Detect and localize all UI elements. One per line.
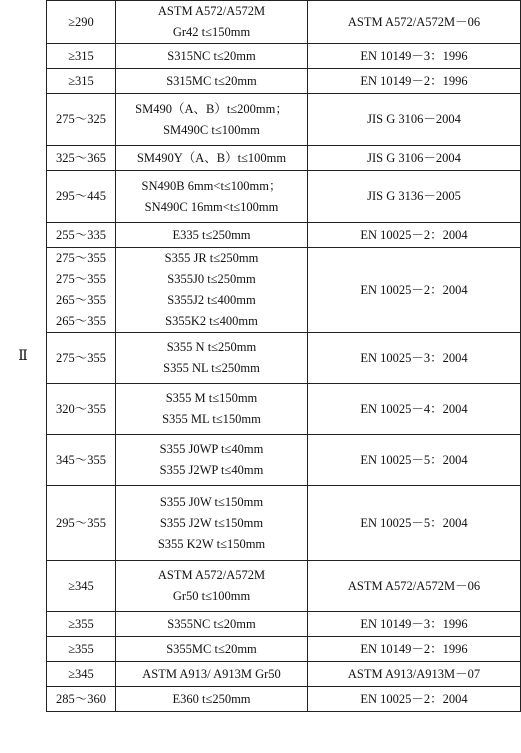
yield-range-text: ≥345 [68,666,94,681]
table-body [0,1,521,712]
yield-range-text: 295～355 [55,515,106,530]
yield-range-cell [47,384,116,435]
grade-cell [116,223,308,248]
grade-text: S355MC t≤20mm [166,641,257,656]
yield-range-cell [47,435,116,486]
grade-cell [116,146,308,171]
grade-cell [116,435,308,486]
grade-cell [116,384,308,435]
grade-text: S355 M t≤150mm [165,391,258,405]
standard-cell [308,637,521,662]
standard-cell [308,333,521,384]
table-row [0,637,521,662]
yield-range-text: 265～355 [55,314,106,328]
yield-range-cell [47,248,116,333]
grade-text: S355 J2WP t≤40mm [159,463,264,477]
standard-cell [308,146,521,171]
grade-text: SM490Y（A、B）t≤100mm [136,150,287,165]
standard-cell [308,223,521,248]
grade-cell [116,248,308,333]
grade-text: S355 K2W t≤150mm [157,536,266,551]
standard-text: EN 10025－5：2004 [360,452,468,467]
grade-text: S355 JR t≤250mm [164,251,259,265]
standard-text: EN 10149－3：1996 [360,616,468,631]
standard-text: JIS G 3106－2004 [367,150,461,165]
yield-range-text: 275～325 [55,112,106,126]
standard-text: ASTM A913/A913M－07 [347,666,481,681]
table-row [0,44,521,69]
yield-range-text: 320～355 [55,401,106,416]
yield-range-text: 275～355 [55,272,106,286]
grade-cell [116,333,308,384]
standard-text: EN 10025－5：2004 [360,515,468,530]
standard-text: JIS G 3106－2004 [367,112,461,126]
standard-cell [308,435,521,486]
standard-text: EN 10149－2：1996 [360,73,468,88]
yield-range-text: ≥345 [68,578,94,593]
yield-range-cell [47,223,116,248]
grade-text: ASTM A572/A572M [157,568,266,582]
standard-cell [308,662,521,687]
grade-text: SM490C t≤100mm [163,122,260,137]
table-row [0,612,521,637]
yield-range-text: ≥315 [68,73,94,88]
yield-range-text: 295～445 [55,189,106,203]
yield-range-text: 275～355 [55,350,106,365]
grade-cell [116,637,308,662]
yield-range-cell [47,612,116,637]
standard-cell [308,687,521,712]
grade-text: SM490（A、B）t≤200mm； [135,101,288,116]
grade-text: S355J2 t≤400mm [167,293,256,307]
table-row [0,662,521,687]
yield-range-cell [47,561,116,612]
grade-text: S355K2 t≤400mm [165,314,258,328]
yield-range-cell [47,44,116,69]
grade-cell [116,612,308,637]
grade-text: S355 ML t≤150mm [162,412,261,426]
grade-cell [116,1,308,44]
standard-text: ASTM A572/A572M－06 [347,578,481,593]
yield-range-text: ≥355 [68,641,94,656]
group-label: Ⅱ [18,348,28,364]
grade-text: S355NC t≤20mm [167,616,256,631]
grade-text: ASTM A572/A572M [157,4,266,18]
grade-cell [116,94,308,146]
standard-text: JIS G 3136－2005 [367,189,461,203]
grade-text: S315NC t≤20mm [167,48,256,63]
table-row [0,171,521,223]
yield-range-text: 325～365 [55,150,106,165]
grade-text: E360 t≤250mm [172,691,251,706]
table-row [0,146,521,171]
grade-cell [116,44,308,69]
yield-range-cell [47,486,116,561]
yield-range-cell [47,687,116,712]
yield-range-text: ≥290 [68,14,94,29]
grade-text: SN490B 6mm<t≤100mm； [141,178,282,193]
table-row [0,384,521,435]
grade-text: S355 J0WP t≤40mm [159,442,264,456]
grade-cell [116,687,308,712]
grade-cell [116,171,308,223]
grade-cell [116,662,308,687]
grade-cell [116,561,308,612]
grade-text: Gr50 t≤100mm [172,589,251,603]
yield-range-text: 275～355 [55,251,106,265]
standard-text: EN 10149－3：1996 [360,48,468,63]
table-row [0,561,521,612]
grade-cell [116,69,308,94]
yield-range-text: 285～360 [55,691,106,706]
table-row [0,248,521,333]
standard-cell [308,44,521,69]
table-row [0,1,521,44]
yield-range-cell [47,637,116,662]
grade-text: S355 NL t≤250mm [163,361,260,375]
grade-cell [116,486,308,561]
standard-cell [308,1,521,44]
grade-text: ASTM A913/ A913M Gr50 [142,666,281,681]
group-label-cell [0,1,47,712]
standard-text: EN 10025－4：2004 [360,401,468,416]
table-row [0,486,521,561]
standard-text: EN 10149－2：1996 [360,641,468,656]
yield-range-cell [47,94,116,146]
grade-text: S355 N t≤250mm [166,340,257,354]
grade-text: S315MC t≤20mm [166,73,257,88]
standard-text: ASTM A572/A572M－06 [347,14,481,29]
yield-range-text: 345～355 [55,452,106,467]
grade-text: S355 J0W t≤150mm [159,494,264,509]
yield-range-text: 255～335 [55,227,106,242]
standard-cell [308,612,521,637]
standard-text: EN 10025－2：2004 [360,227,468,242]
standard-cell [308,171,521,223]
table-row [0,223,521,248]
standard-cell [308,561,521,612]
yield-range-cell [47,146,116,171]
yield-range-text: ≥355 [68,616,94,631]
table-row [0,94,521,146]
grade-text: Gr42 t≤150mm [172,25,251,39]
table-row [0,69,521,94]
yield-range-text: 265～355 [55,293,106,307]
standard-cell [308,248,521,333]
yield-range-cell [47,69,116,94]
yield-range-cell [47,662,116,687]
grade-text: E335 t≤250mm [172,227,251,242]
grade-text: S355J0 t≤250mm [167,272,256,286]
standard-cell [308,94,521,146]
table-row [0,435,521,486]
standard-cell [308,486,521,561]
standard-cell [308,69,521,94]
yield-range-text: ≥315 [68,48,94,63]
grade-text: SN490C 16mm<t≤100mm [144,199,279,214]
standard-text: EN 10025－2：2004 [360,282,468,297]
table-row [0,333,521,384]
yield-range-cell [47,1,116,44]
standard-text: EN 10025－3：2004 [360,350,468,365]
standard-text: EN 10025－2：2004 [360,691,468,706]
yield-range-cell [47,171,116,223]
table-row [0,687,521,712]
standard-cell [308,384,521,435]
grade-text: S355 J2W t≤150mm [159,515,264,530]
yield-range-cell [47,333,116,384]
